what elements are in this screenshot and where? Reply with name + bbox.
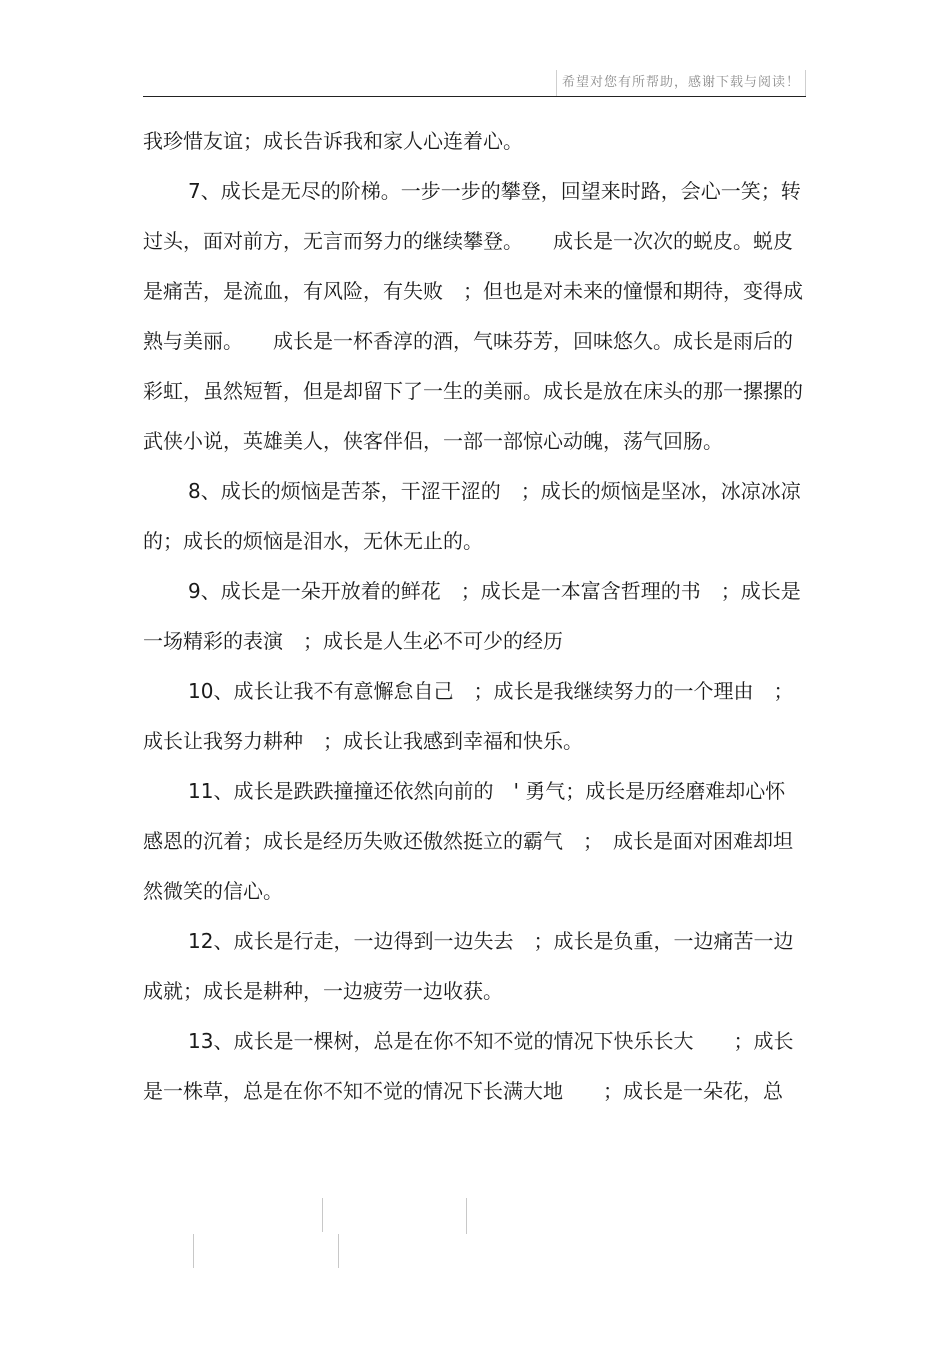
paragraph-7: 7、成长是无尽的阶梯。一步一步的攀登，回望来时路，会心一笑；转过头，面对前方，无言而努力的继续攀登。 成长是一次次的蜕皮。蜕皮是痛苦，是流血，有风险，有失败 ；但也是对未来的憧憬和期待，变得成熟与美丽。 成长是一杯香淳的酒，气味芬芳，回味悠久。成长是雨后的彩虹，虽然短暂，但是却留下了一生的美丽。成长是放在床头的那一摞摞的武侠小说，英雄美人，侠客伴侣，一部一部惊心动魄，荡气回肠。 [143,179,803,453]
paragraph-10: 10、成长让我不有意懈怠自己 ；成长是我继续努力的一个理由 ；成长让我努力耕种 ；成长让我感到幸福和快乐。 [143,679,794,753]
paragraph-11: 11、成长是跌跌撞撞还依然向前的 ' 勇气；成长是历经磨难却心怀感恩的沉着；成长是经历失败还傲然挺立的霸气 ； 成长是面对困难却坦然微笑的信心。 [143,779,793,903]
scan-mark-1 [322,1198,323,1232]
header-divider [143,96,806,97]
paragraph-9: 9、成长是一朵开放着的鲜花 ；成长是一本富含哲理的书 ；成长是一场精彩的表演 ；成长是人生必不可少的经历 [143,579,801,653]
paragraph-12: 12、成长是行走，一边得到一边失去 ；成长是负重，一边痛苦一边成就；成长是耕种，一边疲劳一边收获。 [143,929,794,1003]
scan-mark-3 [193,1234,194,1268]
document-body [143,116,803,1116]
scan-mark-2 [466,1198,467,1234]
paragraph-intro: 我珍惜友谊；成长告诉我和家人心连着心。 [143,129,523,153]
paragraph-13: 13、成长是一棵树，总是在你不知不觉的情况下快乐长大 ；成长是一株草，总是在你不知不觉的情况下长满大地 ；成长是一朵花，总 [143,1029,794,1103]
scan-mark-4 [338,1234,339,1268]
paragraph-8: 8、成长的烦恼是苦茶，干涩干涩的 ；成长的烦恼是坚冰，冰凉冰凉的；成长的烦恼是泪水，无休无止的。 [143,479,801,553]
header-note: 希望对您有所帮助，感谢下载与阅读！ [556,70,806,96]
